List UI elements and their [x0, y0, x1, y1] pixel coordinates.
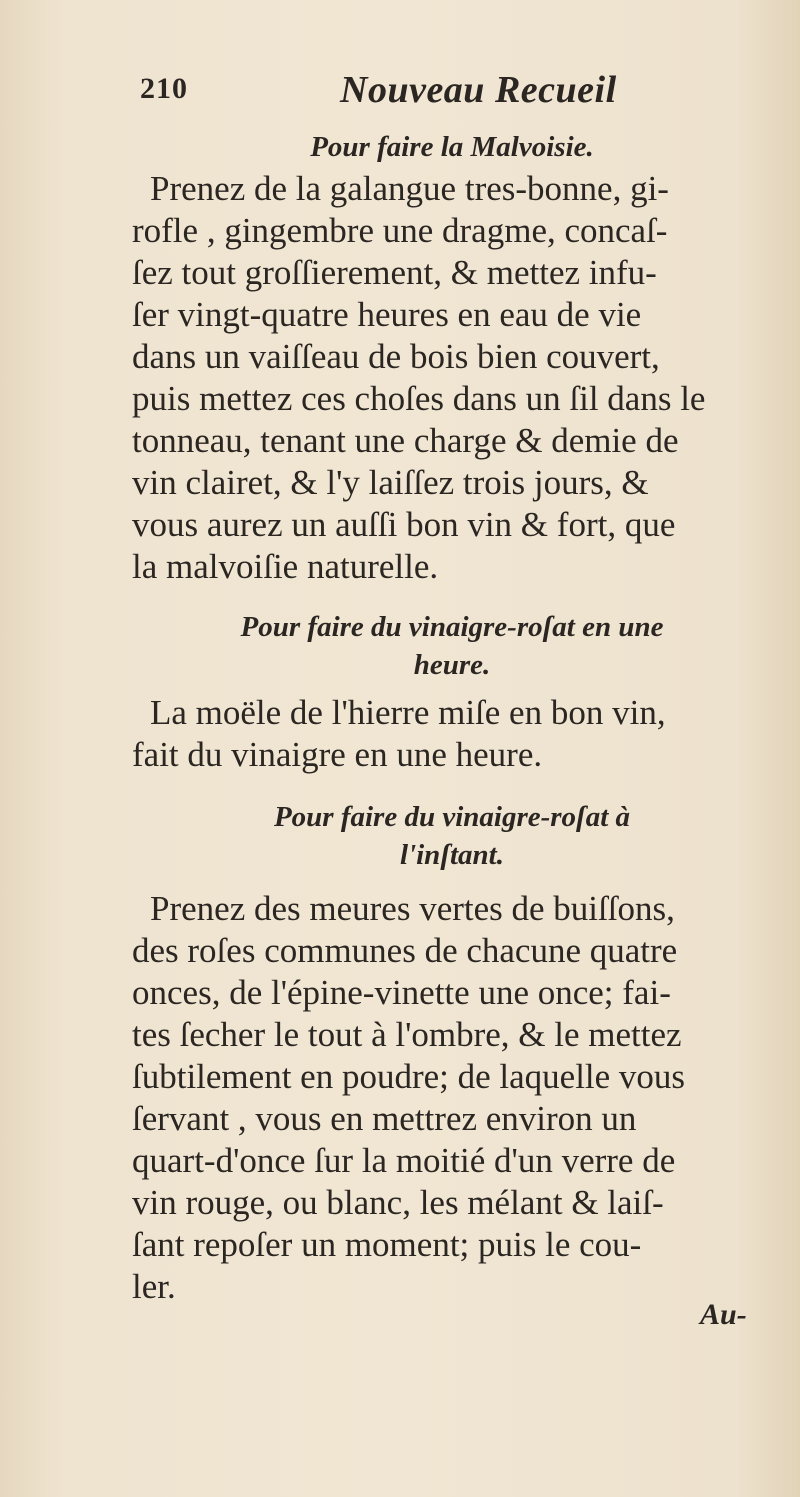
section-title-line: Pour faire du vinaigre-roſat à: [273, 801, 631, 833]
text-line: La moële de l'hierre miſe en bon vin,: [150, 693, 666, 732]
page-body: [132, 128, 772, 1308]
text-line: quart-d'once ſur la moitié d'un verre de: [132, 1141, 676, 1180]
page-number: 210: [140, 72, 188, 105]
text-line: des roſes communes de chacune quatre: [132, 931, 678, 970]
section-title-line: l'inſtant.: [400, 839, 504, 871]
section-title-line: Pour faire du vinaigre-roſat en une: [240, 611, 664, 643]
text-line: tes ſecher le tout à l'ombre, & le mettez: [132, 1015, 682, 1054]
text-line: fait du vinaigre en une heure.: [132, 735, 543, 774]
section-title-line: Pour faire la Malvoisie.: [310, 131, 594, 163]
text-line: vin clairet, & l'y laiſſez trois jours, &: [132, 463, 649, 502]
running-head: Nouveau Recueil: [340, 69, 617, 111]
text-line: ler.: [132, 1267, 176, 1306]
text-line: tonneau, tenant une charge & demie de: [132, 421, 679, 460]
section-title-vinaigre-une-heure: [132, 608, 772, 684]
section-title-malvoisie: [132, 128, 772, 166]
text-line: ſervant , vous en mettrez environ un: [132, 1099, 637, 1138]
section-title-vinaigre-instant: [132, 798, 772, 874]
text-line: dans un vaiſſeau de bois bien couvert,: [132, 337, 660, 376]
text-line: puis mettez ces choſes dans un ſil dans le: [132, 379, 706, 418]
section-title-line: heure.: [413, 649, 491, 681]
paragraph-vinaigre-instant: [132, 888, 772, 1308]
text-line: onces, de l'épine-vinette une once; fai-: [132, 973, 671, 1012]
page-header: [140, 68, 680, 116]
text-line: ſer vingt-quatre heures en eau de vie: [132, 295, 642, 334]
text-line: la malvoiſie naturelle.: [132, 547, 439, 586]
catchword: Au-: [700, 1298, 747, 1331]
text-line: ſubtilement en poudre; de laquelle vous: [132, 1057, 686, 1096]
text-line: rofle , gingembre une dragme, concaſ-: [132, 211, 668, 250]
text-line: Prenez de la galangue tres-bonne, gi-: [150, 169, 669, 208]
text-line: vous aurez un auſſi bon vin & fort, que: [132, 505, 676, 544]
paragraph-vinaigre-une-heure: [132, 692, 772, 776]
text-line: Prenez des meures vertes de buiſſons,: [150, 889, 675, 928]
text-line: vin rouge, ou blanc, les mélant & laiſ-: [132, 1183, 664, 1222]
text-line: ſez tout groſſierement, & mettez infu-: [132, 253, 657, 292]
paragraph-malvoisie: [132, 168, 772, 588]
text-line: ſant repoſer un moment; puis le cou-: [132, 1225, 642, 1264]
